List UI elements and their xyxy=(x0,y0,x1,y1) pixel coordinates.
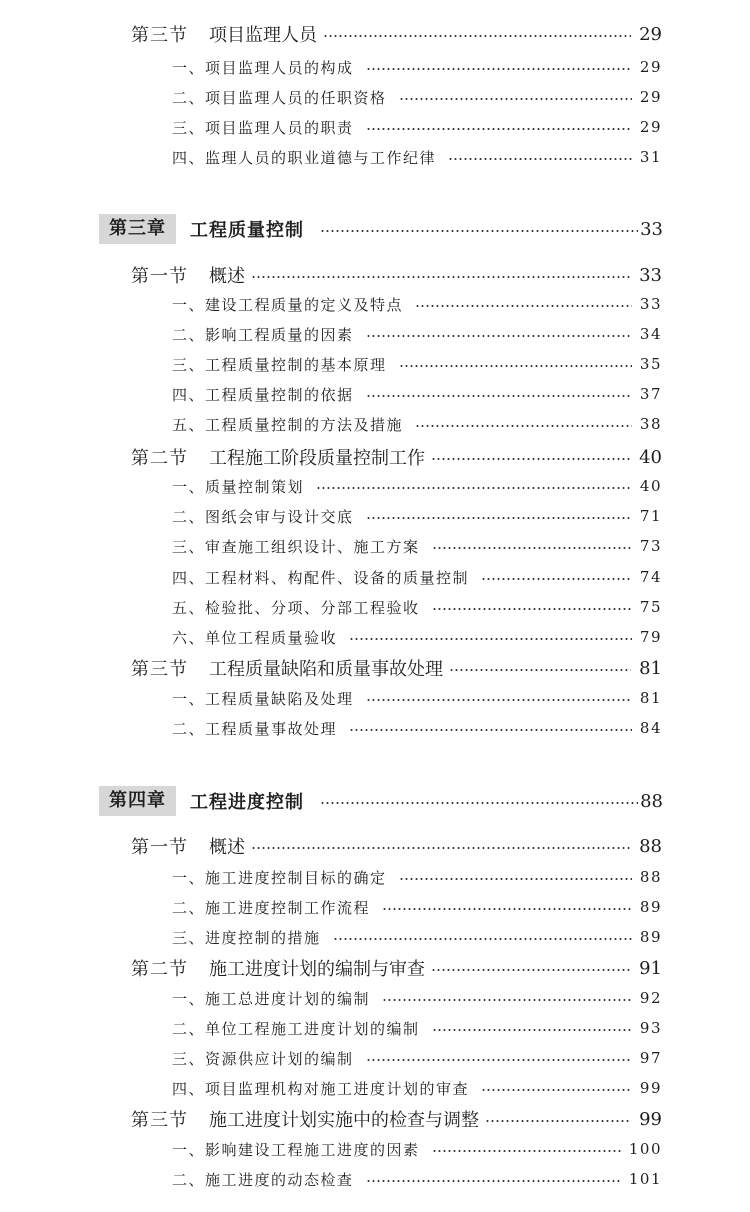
page-number: 75 xyxy=(639,598,662,616)
item-label: 二、 xyxy=(172,1019,206,1038)
item-label: 三、 xyxy=(172,928,206,947)
leader-dots xyxy=(349,729,632,731)
page-number: 88 xyxy=(639,868,662,886)
leader-dots xyxy=(251,276,631,278)
page-number: 34 xyxy=(639,325,662,343)
toc-item-row[interactable] xyxy=(172,381,662,407)
item-title: 项目监理人员的构成 xyxy=(205,58,354,77)
toc-chapter-row[interactable] xyxy=(99,786,663,816)
item-label: 三、 xyxy=(172,118,206,137)
item-label: 三、 xyxy=(172,1049,206,1068)
toc-item-row[interactable] xyxy=(172,144,662,170)
page-number: 89 xyxy=(639,928,662,946)
leader-dots xyxy=(399,878,632,880)
item-title: 施工进度控制工作流程 xyxy=(205,898,371,917)
leader-dots xyxy=(323,35,631,37)
leader-dots xyxy=(349,638,632,640)
section-label: 第三节 xyxy=(131,25,188,46)
section-title: 工程质量缺陷和质量事故处理 xyxy=(209,659,443,680)
page-number: 29 xyxy=(639,58,662,76)
page-number: 88 xyxy=(640,790,663,812)
item-label: 五、 xyxy=(172,598,206,617)
leader-dots xyxy=(251,847,631,849)
toc-chapter-row[interactable] xyxy=(99,214,663,244)
toc-section-row[interactable] xyxy=(131,444,662,470)
leader-dots xyxy=(366,1180,621,1182)
toc-item-row[interactable] xyxy=(172,894,662,920)
item-title: 图纸会审与设计交底 xyxy=(205,507,354,526)
item-label: 二、 xyxy=(172,719,206,738)
item-title: 建设工程质量的定义及特点 xyxy=(205,295,404,314)
toc-item-row[interactable] xyxy=(172,594,662,620)
item-label: 四、 xyxy=(172,148,206,167)
item-title: 单位工程质量验收 xyxy=(205,628,338,647)
page-number: 89 xyxy=(639,898,662,916)
section-title: 施工进度计划实施中的检查与调整 xyxy=(209,1110,479,1131)
page-number: 99 xyxy=(639,1108,662,1130)
leader-dots xyxy=(485,1120,631,1122)
toc-item-row[interactable] xyxy=(172,864,662,890)
item-title: 施工总进度计划的编制 xyxy=(205,989,371,1008)
section-title: 工程施工阶段质量控制工作 xyxy=(209,448,425,469)
item-title: 项目监理人员的职责 xyxy=(205,118,354,137)
page-number: 88 xyxy=(639,835,662,857)
leader-dots xyxy=(366,335,632,337)
section-label: 第二节 xyxy=(131,448,188,469)
item-label: 一、 xyxy=(172,58,206,77)
toc-item-row[interactable] xyxy=(172,715,662,741)
leader-dots xyxy=(399,98,632,100)
toc-item-row[interactable] xyxy=(172,1136,662,1162)
page-number: 71 xyxy=(639,507,662,525)
page-number: 84 xyxy=(639,719,662,737)
leader-dots xyxy=(320,230,638,232)
item-label: 二、 xyxy=(172,898,206,917)
page-number: 97 xyxy=(639,1049,662,1067)
page-number: 79 xyxy=(639,628,662,646)
page-number: 74 xyxy=(639,568,662,586)
item-label: 三、 xyxy=(172,355,206,374)
leader-dots xyxy=(366,68,632,70)
leader-dots xyxy=(382,999,632,1001)
page-number: 38 xyxy=(639,415,662,433)
item-title: 项目监理机构对施工进度计划的审查 xyxy=(205,1079,470,1098)
toc-item-row[interactable] xyxy=(172,351,662,377)
toc-item-row[interactable] xyxy=(172,924,662,950)
toc-item-row[interactable] xyxy=(172,114,662,140)
leader-dots xyxy=(320,802,638,804)
page-number: 92 xyxy=(639,989,662,1007)
toc-item-row[interactable] xyxy=(172,54,662,80)
leader-dots xyxy=(316,487,632,489)
page-number: 81 xyxy=(639,689,662,707)
item-title: 工程质量控制的方法及措施 xyxy=(205,415,404,434)
toc-section-row[interactable] xyxy=(131,655,662,681)
leader-dots xyxy=(415,425,632,427)
page-number: 33 xyxy=(640,218,663,240)
toc-item-row[interactable] xyxy=(172,291,662,317)
item-label: 三、 xyxy=(172,537,206,556)
section-label: 第二节 xyxy=(131,959,188,980)
item-label: 二、 xyxy=(172,507,206,526)
leader-dots xyxy=(366,1059,632,1061)
item-title: 审查施工组织设计、施工方案 xyxy=(205,537,420,556)
item-label: 二、 xyxy=(172,88,206,107)
page-number: 93 xyxy=(639,1019,662,1037)
toc-item-row[interactable] xyxy=(172,564,662,590)
section-title: 概述 xyxy=(209,837,245,858)
toc-item-row[interactable] xyxy=(172,503,662,529)
leader-dots xyxy=(366,517,632,519)
section-label: 第三节 xyxy=(131,1110,188,1131)
item-title: 资源供应计划的编制 xyxy=(205,1049,354,1068)
item-title: 工程质量控制的基本原理 xyxy=(205,355,387,374)
section-label: 第三节 xyxy=(131,659,188,680)
toc-item-row[interactable] xyxy=(172,1015,662,1041)
item-title: 施工进度的动态检查 xyxy=(205,1170,354,1189)
toc-item-row[interactable] xyxy=(172,84,662,110)
item-title: 质量控制策划 xyxy=(205,477,305,496)
toc-item-row[interactable] xyxy=(172,685,662,711)
toc-item-row[interactable] xyxy=(172,1045,662,1071)
toc-item-row[interactable] xyxy=(172,985,662,1011)
page-number: 35 xyxy=(639,355,662,373)
leader-dots xyxy=(432,1029,632,1031)
page-number: 31 xyxy=(639,148,662,166)
page-number: 101 xyxy=(628,1170,662,1188)
item-title: 影响工程质量的因素 xyxy=(205,325,354,344)
page-number: 33 xyxy=(639,295,662,313)
item-label: 一、 xyxy=(172,868,206,887)
leader-dots xyxy=(366,395,632,397)
page-number: 37 xyxy=(639,385,662,403)
leader-dots xyxy=(432,1150,621,1152)
page-number: 40 xyxy=(639,477,662,495)
item-title: 工程质量事故处理 xyxy=(205,719,338,738)
leader-dots xyxy=(449,669,631,671)
item-label: 四、 xyxy=(172,568,206,587)
item-title: 项目监理人员的任职资格 xyxy=(205,88,387,107)
page-number: 99 xyxy=(639,1079,662,1097)
toc-item-row[interactable] xyxy=(172,1075,662,1101)
toc-section-row[interactable] xyxy=(131,955,662,981)
toc-item-row[interactable] xyxy=(172,624,662,650)
item-title: 进度控制的措施 xyxy=(205,928,321,947)
page-number: 29 xyxy=(639,88,662,106)
item-label: 六、 xyxy=(172,628,206,647)
item-label: 一、 xyxy=(172,1140,206,1159)
leader-dots xyxy=(431,969,631,971)
item-label: 一、 xyxy=(172,295,206,314)
toc-section-row[interactable] xyxy=(131,262,662,288)
section-title: 项目监理人员 xyxy=(209,25,317,46)
page-number: 100 xyxy=(628,1140,662,1158)
item-label: 二、 xyxy=(172,325,206,344)
item-label: 一、 xyxy=(172,477,206,496)
page-number: 29 xyxy=(639,118,662,136)
item-title: 工程质量控制的依据 xyxy=(205,385,354,404)
chapter-label: 第三章 xyxy=(99,214,176,244)
toc-item-row[interactable] xyxy=(172,321,662,347)
item-label: 一、 xyxy=(172,689,206,708)
page-number: 29 xyxy=(639,23,662,45)
item-title: 监理人员的职业道德与工作纪律 xyxy=(205,148,437,167)
item-title: 影响建设工程施工进度的因素 xyxy=(205,1140,420,1159)
leader-dots xyxy=(431,458,631,460)
page-number: 40 xyxy=(639,446,662,468)
toc-section-row[interactable] xyxy=(131,1106,662,1132)
toc-item-row[interactable] xyxy=(172,473,662,499)
chapter-title: 工程进度控制 xyxy=(190,792,304,813)
item-title: 检验批、分项、分部工程验收 xyxy=(205,598,420,617)
item-label: 二、 xyxy=(172,1170,206,1189)
leader-dots xyxy=(481,578,632,580)
leader-dots xyxy=(366,699,632,701)
item-title: 工程质量缺陷及处理 xyxy=(205,689,354,708)
leader-dots xyxy=(399,365,632,367)
section-label: 第一节 xyxy=(131,837,188,858)
leader-dots xyxy=(333,938,632,940)
item-label: 一、 xyxy=(172,989,206,1008)
leader-dots xyxy=(415,305,632,307)
leader-dots xyxy=(432,547,632,549)
page-number: 33 xyxy=(639,264,662,286)
page-number: 91 xyxy=(639,957,662,979)
item-title: 工程材料、构配件、设备的质量控制 xyxy=(205,568,470,587)
item-title: 单位工程施工进度计划的编制 xyxy=(205,1019,420,1038)
page-number: 81 xyxy=(639,657,662,679)
item-label: 五、 xyxy=(172,415,206,434)
item-label: 四、 xyxy=(172,1079,206,1098)
section-title: 施工进度计划的编制与审查 xyxy=(209,959,425,980)
leader-dots xyxy=(382,908,632,910)
section-title: 概述 xyxy=(209,266,245,287)
toc-section-row[interactable] xyxy=(131,21,662,47)
page-number: 73 xyxy=(639,537,662,555)
chapter-title: 工程质量控制 xyxy=(190,220,304,241)
toc-section-row[interactable] xyxy=(131,833,662,859)
toc-item-row[interactable] xyxy=(172,533,662,559)
leader-dots xyxy=(448,158,632,160)
leader-dots xyxy=(481,1089,632,1091)
section-label: 第一节 xyxy=(131,266,188,287)
toc-item-row[interactable] xyxy=(172,1166,662,1192)
item-label: 四、 xyxy=(172,385,206,404)
toc-item-row[interactable] xyxy=(172,411,662,437)
chapter-label: 第四章 xyxy=(99,786,176,816)
leader-dots xyxy=(432,608,632,610)
leader-dots xyxy=(366,128,632,130)
item-title: 施工进度控制目标的确定 xyxy=(205,868,387,887)
